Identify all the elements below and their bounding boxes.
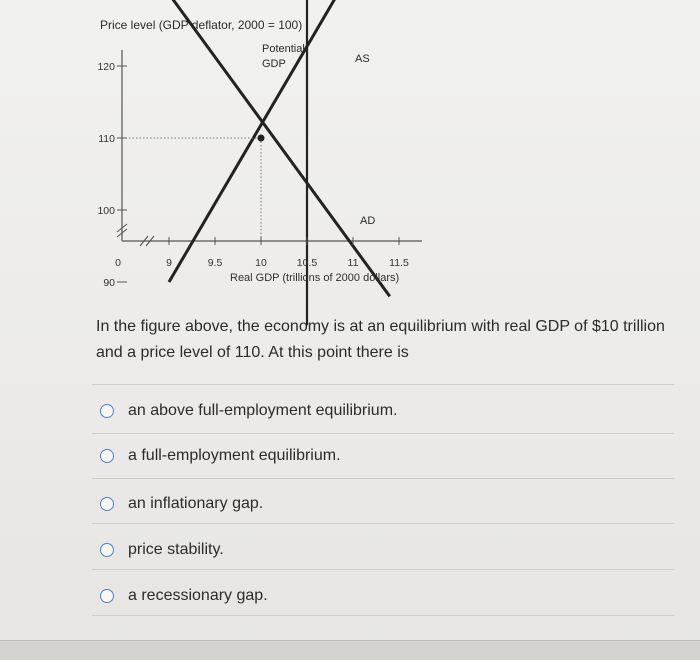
y-tick-label: 110: [98, 133, 115, 145]
x-tick-label: 10.5: [296, 257, 318, 269]
option-price-stability[interactable]: [100, 538, 224, 562]
x-tick-label: 9.5: [207, 257, 223, 269]
y-tick-label: 100: [97, 205, 115, 217]
potential-gdp-label: Potential: [262, 43, 305, 55]
divider: [92, 615, 674, 616]
option-full-employment[interactable]: [100, 444, 341, 468]
y-tick-label: [97, 0, 115, 1]
option-inflationary-gap[interactable]: [100, 492, 263, 516]
x-axis-label: Real GDP (trillions of 2000 dollars): [230, 272, 400, 284]
x-tick-label: 10: [255, 257, 267, 269]
divider: [92, 478, 674, 479]
radio-button[interactable]: [100, 404, 114, 418]
ad-label: AD: [360, 215, 376, 227]
divider: [92, 433, 674, 434]
bottom-strip: [0, 640, 700, 660]
radio-button[interactable]: [100, 543, 114, 557]
chart-ticks: [97, 0, 409, 289]
y-tick-label: 120: [97, 61, 115, 73]
option-recessionary-gap[interactable]: [100, 584, 268, 608]
divider: [92, 523, 674, 524]
x-tick-label: 0: [115, 257, 121, 269]
option-label: a full-employment equilibrium.: [128, 447, 341, 464]
equilibrium-point: [258, 135, 265, 142]
radio-button[interactable]: [100, 589, 114, 603]
chart-title: Price level (GDP deflator, 2000 = 100): [100, 18, 303, 32]
potential-gdp-label: GDP: [262, 58, 286, 70]
y-tick-label: 90: [103, 277, 115, 289]
option-label: an above full-employment equilibrium.: [128, 402, 398, 419]
chart-axes: [117, 50, 422, 246]
divider: [92, 384, 674, 385]
radio-button[interactable]: [100, 449, 114, 463]
x-tick-label: 11.5: [389, 257, 409, 269]
x-tick-label: 11: [347, 257, 359, 269]
x-tick-label: 9: [166, 257, 172, 269]
divider: [92, 569, 674, 570]
radio-button[interactable]: [100, 497, 114, 511]
option-label: price stability.: [128, 541, 224, 558]
option-label: a recessionary gap.: [128, 587, 268, 604]
ad-as-chart: [0, 0, 700, 300]
as-label: AS: [355, 53, 370, 65]
question-text: In the figure above, the economy is at an equilibrium with real GDP of $10 trillion and a price level of 110. At this point there is: [96, 318, 665, 361]
option-label: an inflationary gap.: [128, 495, 264, 512]
option-above-full-employment[interactable]: [100, 399, 397, 423]
